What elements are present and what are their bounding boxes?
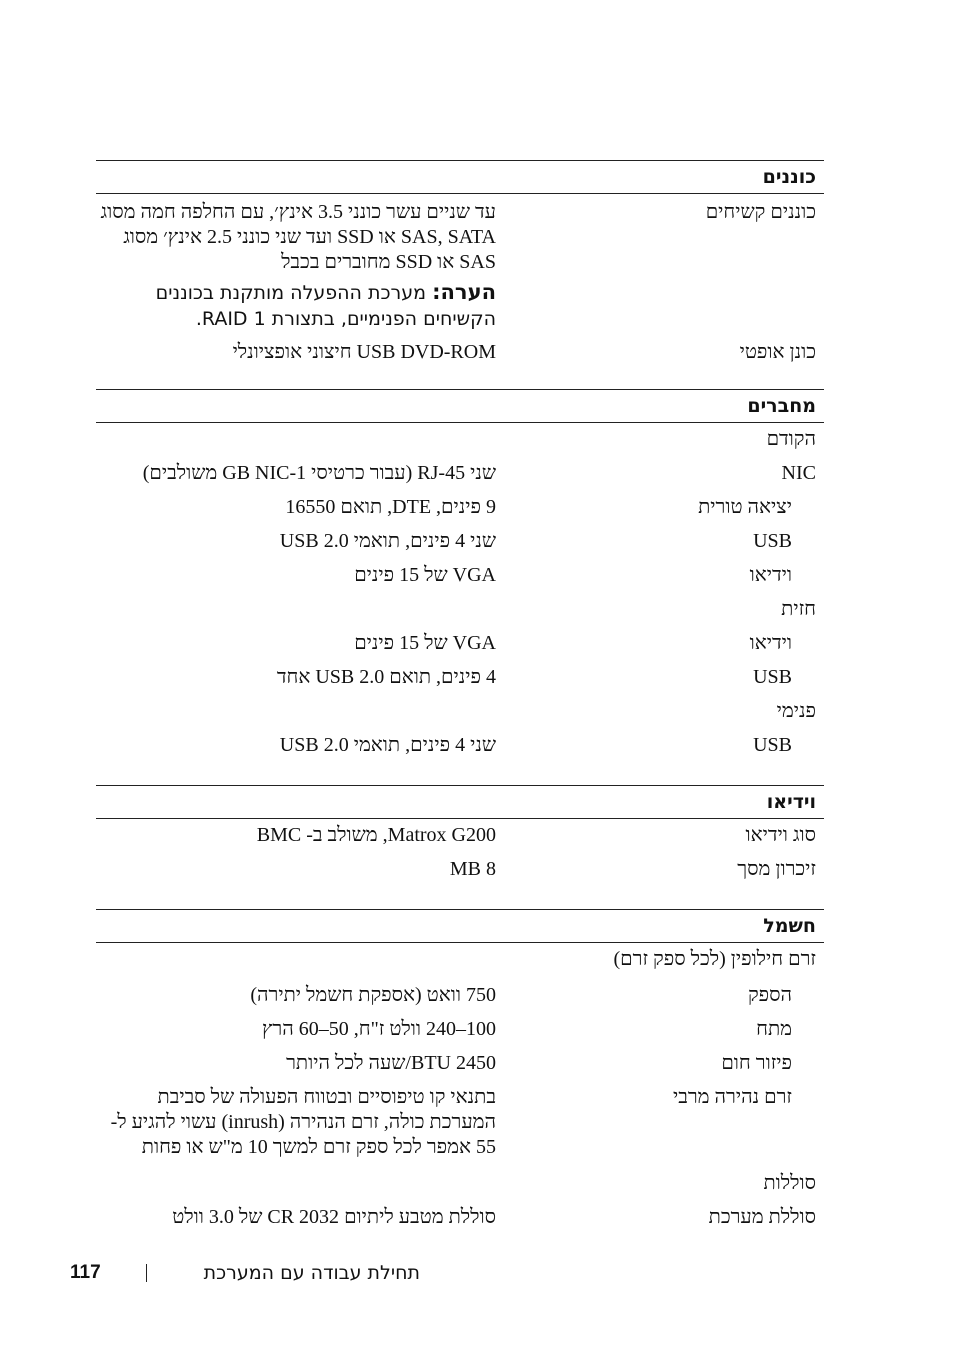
label-internal: פנימי <box>776 700 816 722</box>
value-video-type: Matrox G200, משולב ב- BMC <box>256 824 496 846</box>
value-usb-front: שני 4 פינים, תואמי USB 2.0 <box>279 530 496 552</box>
row-usb-panel <box>96 665 824 699</box>
label-video-panel: וידיאו <box>749 632 792 654</box>
label-hard-drives: כוננים קשיחים <box>705 201 816 223</box>
label-front: הקודם <box>766 428 816 450</box>
label-ac: זרם חילופין (לכל ספק זרם) <box>613 948 816 970</box>
value-usb-internal: שני 4 פינים, תואמי USB 2.0 <box>279 734 496 756</box>
value-inrush: בתנאי קו טיפוסיים ובטווח הפעולה של סביבת המערכת כולה, זרם הנהירה (inrush) עשוי להגיע ל- 55 אמפר לכל ספק זרם למשך 10 מ"ש או פחות <box>110 1086 496 1158</box>
row-optical <box>96 340 824 365</box>
label-voltage: מתח <box>756 1018 792 1040</box>
value-nic: שני RJ-45 (עבור כרטיסי 1-GB NIC משולבים) <box>142 462 496 484</box>
row-usb-internal <box>96 733 824 767</box>
note-block <box>100 279 496 332</box>
value-hard-drives <box>96 200 496 332</box>
hard-drives-text: עד שניים עשר כונני 3.5 אינץ׳, עם החלפה חמה מסוג SAS, SATA או SSD ועד שני כונני 2.5 אינץ׳ מסוג SAS או SSD מחוברים בכבל <box>100 201 496 273</box>
label-video-memory: זיכרון מסך <box>737 858 816 880</box>
label-video-front: וידיאו <box>749 564 792 586</box>
label-video-type: סוג וידיאו <box>745 824 816 846</box>
value-optical: USB DVD-ROM חיצוני אופציונלי <box>232 341 496 363</box>
label-panel: חזית <box>781 598 816 620</box>
row-ac <box>96 947 824 983</box>
value-voltage: 100–240 וולט ז"ח, 50–60 הרץ <box>262 1018 496 1040</box>
label-nic: NIC <box>781 462 816 484</box>
label-usb-front: USB <box>753 530 792 552</box>
footer-title: תחילת עבודה עם המערכת <box>203 1262 420 1284</box>
row-video-type <box>96 823 824 857</box>
note-label: הערה: <box>432 280 496 304</box>
value-serial: 9 פינים, DTE, תואם 16550 <box>285 496 496 518</box>
section-header-power: חשמל <box>96 909 824 943</box>
row-nic <box>96 461 824 495</box>
page-number: 117 <box>70 1262 101 1283</box>
value-system-battery: סוללת מטבע ליתיום CR 2032 של 3.0 וולט <box>172 1206 496 1228</box>
row-internal <box>96 699 824 733</box>
label-serial: יציאה טורית <box>698 496 792 518</box>
row-batteries <box>96 1171 824 1205</box>
row-video-panel <box>96 631 824 665</box>
label-system-battery: סוללת מערכת <box>708 1206 816 1228</box>
row-hard-drives <box>96 200 824 332</box>
row-heat <box>96 1051 824 1085</box>
row-voltage <box>96 1017 824 1051</box>
section-header-storage: כוננים <box>96 160 824 194</box>
label-batteries: סוללות <box>763 1172 816 1194</box>
section-header-connectors: מחברים <box>96 389 824 423</box>
value-video-memory: 8 MB <box>449 858 496 880</box>
section-header-video: וידיאו <box>96 785 824 819</box>
value-usb-panel: 4 פינים, תואם USB 2.0 אחד <box>276 666 496 688</box>
row-video-memory <box>96 857 824 891</box>
label-usb-internal: USB <box>753 734 792 756</box>
label-wattage: הספק <box>747 984 792 1006</box>
row-inrush <box>96 1085 824 1171</box>
row-panel <box>96 597 824 631</box>
row-usb-front <box>96 529 824 563</box>
row-system-battery <box>96 1205 824 1239</box>
row-video-front <box>96 563 824 597</box>
row-front <box>96 427 824 461</box>
row-wattage <box>96 983 824 1017</box>
row-serial <box>96 495 824 529</box>
page-footer <box>70 1262 430 1286</box>
footer-divider <box>146 1264 147 1282</box>
value-video-panel: VGA של 15 פינים <box>354 632 496 654</box>
value-wattage: 750 וואט (אספקת חשמל יתירה) <box>250 984 496 1006</box>
label-usb-panel: USB <box>753 666 792 688</box>
value-heat: 2450 BTU/שעה לכל היותר <box>286 1052 496 1074</box>
value-video-front: VGA של 15 פינים <box>354 564 496 586</box>
label-inrush: זרם נהירה מרבי <box>672 1086 792 1108</box>
label-heat: פיזור חום <box>721 1052 792 1074</box>
spec-table <box>96 160 824 1239</box>
label-optical: כונן אופטי <box>739 341 816 363</box>
note-text: מערכת ההפעלה מותקנת בכוננים הקשיחים הפנימיים, בתצורת RAID 1. <box>155 282 496 330</box>
